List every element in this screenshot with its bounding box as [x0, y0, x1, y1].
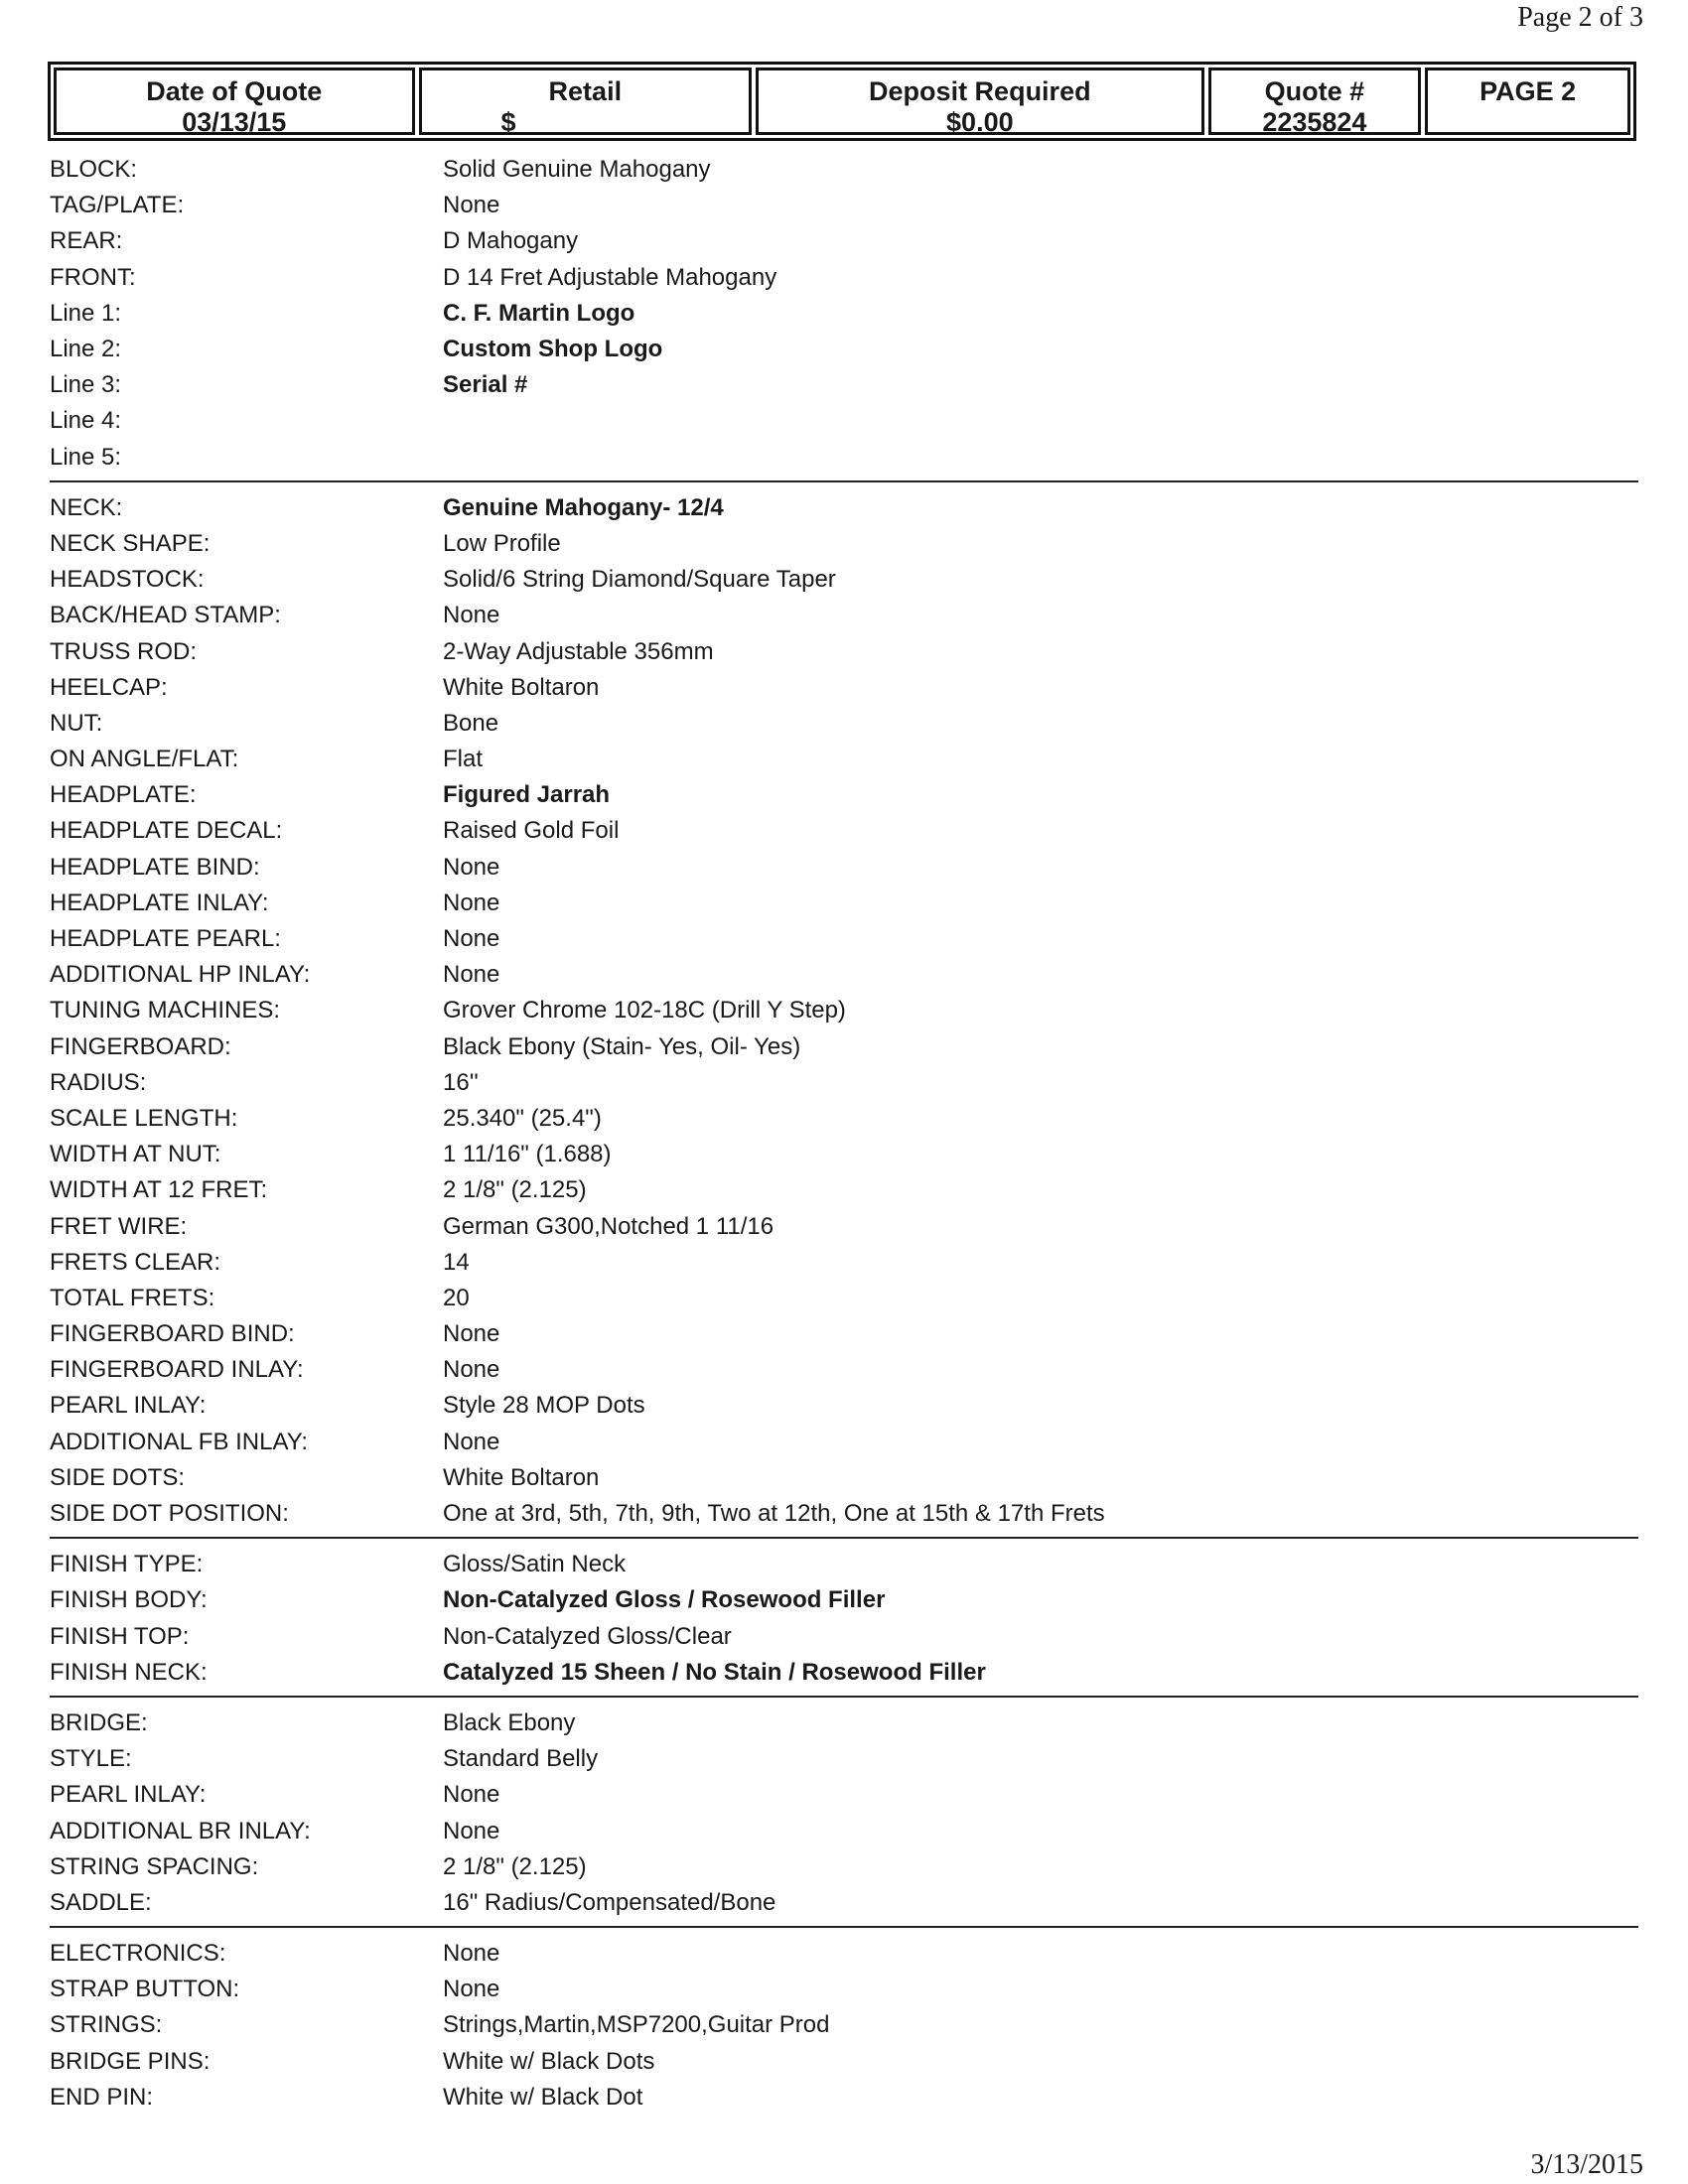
spec-value: 2 1/8" (2.125): [443, 1852, 587, 1880]
spec-row: [50, 1813, 1638, 1848]
spec-label: Line 5:: [50, 443, 122, 471]
spec-value: None: [443, 1356, 500, 1384]
spec-row: [50, 223, 1638, 259]
spec-row: [50, 921, 1638, 957]
spec-value: Standard Belly: [443, 1745, 599, 1773]
spec-label: REAR:: [50, 227, 123, 255]
spec-label: ELECTRONICS:: [50, 1940, 226, 1968]
spec-row: [50, 1885, 1638, 1921]
spec-value: None: [443, 602, 500, 629]
spec-value: One at 3rd, 5th, 7th, 9th, Two at 12th, One at 15th & 17th Frets: [443, 1500, 1105, 1528]
spec-value: D 14 Fret Adjustable Mahogany: [443, 263, 777, 291]
spec-value: C. F. Martin Logo: [443, 299, 635, 327]
spec-label: NECK:: [50, 493, 123, 521]
deposit-label: Deposit Required: [869, 76, 1091, 106]
spec-value: Strings,Martin,MSP7200,Guitar Prod: [443, 2011, 830, 2039]
retail-label: Retail: [548, 76, 623, 106]
spec-label: WIDTH AT 12 FRET:: [50, 1176, 268, 1204]
spec-row: [50, 742, 1638, 777]
spec-value: 25.340" (25.4"): [443, 1104, 602, 1132]
spec-value: Non-Catalyzed Gloss/Clear: [443, 1622, 732, 1650]
spec-value: White Boltaron: [443, 1463, 600, 1491]
spec-value: Catalyzed 15 Sheen / No Stain / Rosewood Filler: [443, 1658, 986, 1686]
spec-value: None: [443, 1976, 500, 2003]
spec-label: FINISH NECK:: [50, 1658, 208, 1686]
spec-label: PEARL INLAY:: [50, 1392, 207, 1420]
spec-label: FINISH TYPE:: [50, 1551, 204, 1578]
spec-row: [50, 490, 1638, 526]
spec-row: [50, 1619, 1638, 1655]
spec-value: 2-Way Adjustable 356mm: [443, 637, 714, 665]
quote-date-value: 03/13/15: [182, 107, 287, 137]
spec-value: 16'': [443, 1068, 479, 1096]
spec-label: STRAP BUTTON:: [50, 1976, 240, 2003]
spec-value: D Mahogany: [443, 227, 579, 255]
spec-row: [50, 1101, 1638, 1137]
spec-label: SIDE DOT POSITION:: [50, 1500, 289, 1528]
spec-row: [50, 1245, 1638, 1281]
spec-label: TUNING MACHINES:: [50, 997, 281, 1024]
spec-value: 16" Radius/Compensated/Bone: [443, 1888, 776, 1916]
quote-date-cell: [54, 68, 415, 135]
spec-row: [50, 1388, 1638, 1424]
spec-label: HEADPLATE INLAY:: [50, 888, 269, 916]
spec-label: BRIDGE:: [50, 1708, 148, 1736]
spec-value: None: [443, 1320, 500, 1348]
page-tag-cell: [1425, 68, 1630, 135]
spec-row: [50, 1029, 1638, 1065]
spec-value: German G300,Notched 1 11/16: [443, 1212, 774, 1240]
spec-value: Non-Catalyzed Gloss / Rosewood Filler: [443, 1586, 886, 1614]
spec-value: None: [443, 961, 500, 989]
spec-row: [50, 2007, 1638, 2043]
spec-row: [50, 526, 1638, 562]
quote-date-label: Date of Quote: [146, 76, 323, 106]
spec-value: Flat: [443, 746, 484, 773]
spec-label: PEARL INLAY:: [50, 1781, 207, 1809]
spec-value: Low Profile: [443, 529, 561, 557]
spec-row: [50, 633, 1638, 669]
spec-label: HEADPLATE:: [50, 781, 197, 809]
spec-value: Bone: [443, 709, 499, 737]
spec-row: [50, 706, 1638, 742]
spec-row: [50, 152, 1638, 188]
quote-header-table: [48, 62, 1636, 141]
spec-value: Solid/6 String Diamond/Square Taper: [443, 566, 836, 594]
spec-section: [50, 1936, 1638, 2120]
spec-value: 14: [443, 1248, 470, 1276]
spec-row: [50, 2044, 1638, 2080]
spec-value: Solid Genuine Mahogany: [443, 156, 711, 184]
spec-value: None: [443, 1781, 500, 1809]
spec-row: [50, 670, 1638, 706]
spec-row: [50, 1655, 1638, 1691]
spec-label: SADDLE:: [50, 1888, 152, 1916]
spec-label: FRETS CLEAR:: [50, 1248, 221, 1276]
spec-label: Line 4:: [50, 407, 122, 435]
spec-row: [50, 1972, 1638, 2007]
spec-label: Line 2:: [50, 336, 122, 363]
spec-label: TOTAL FRETS:: [50, 1284, 215, 1311]
spec-row: [50, 598, 1638, 633]
spec-section: [50, 152, 1638, 482]
spec-row: [50, 1281, 1638, 1316]
spec-label: NUT:: [50, 709, 103, 737]
spec-row: [50, 1065, 1638, 1101]
spec-row: [50, 1582, 1638, 1618]
spec-row: [50, 1706, 1638, 1741]
deposit-cell: [756, 68, 1203, 135]
spec-section: [50, 1547, 1638, 1698]
spec-value: Raised Gold Foil: [443, 817, 620, 845]
spec-label: WIDTH AT NUT:: [50, 1141, 221, 1168]
spec-row: [50, 1460, 1638, 1496]
spec-row: [50, 1208, 1638, 1244]
spec-row: [50, 332, 1638, 367]
spec-label: STYLE:: [50, 1745, 132, 1773]
spec-value: Serial #: [443, 371, 528, 399]
spec-label: HEADPLATE DECAL:: [50, 817, 283, 845]
spec-value: 20: [443, 1284, 470, 1311]
spec-row: [50, 1849, 1638, 1885]
spec-row: [50, 1496, 1638, 1532]
spec-label: STRING SPACING:: [50, 1852, 259, 1880]
retail-cell: [419, 68, 753, 135]
spec-value: Gloss/Satin Neck: [443, 1551, 627, 1578]
spec-row: [50, 1352, 1638, 1388]
deposit-value: $0.00: [946, 107, 1014, 137]
spec-label: BLOCK:: [50, 156, 138, 184]
spec-row: [50, 188, 1638, 223]
spec-value: White Boltaron: [443, 673, 600, 701]
spec-label: FINISH BODY:: [50, 1586, 208, 1614]
spec-row: [50, 403, 1638, 439]
spec-row: [50, 1137, 1638, 1172]
spec-label: HEADPLATE BIND:: [50, 853, 260, 881]
quote-number-cell: [1208, 68, 1422, 135]
spec-label: HEADSTOCK:: [50, 566, 205, 594]
spec-value: White w/ Black Dots: [443, 2047, 655, 2075]
spec-value: Grover Chrome 102-18C (Drill Y Step): [443, 997, 846, 1024]
spec-label: FINISH TOP:: [50, 1622, 190, 1650]
spec-section: [50, 1706, 1638, 1928]
spec-label: TRUSS ROD:: [50, 637, 198, 665]
page-number-label: Page 2 of 3: [1517, 2, 1643, 33]
footer-date: 3/13/2015: [1530, 2149, 1643, 2180]
spec-row: [50, 260, 1638, 296]
spec-value: Genuine Mahogany- 12/4: [443, 493, 724, 521]
spec-section: [50, 490, 1638, 1539]
spec-label: BRIDGE PINS:: [50, 2047, 211, 2075]
spec-row: [50, 1425, 1638, 1460]
spec-value: None: [443, 1428, 500, 1455]
spec-label: ADDITIONAL FB INLAY:: [50, 1428, 309, 1455]
spec-value: None: [443, 1940, 500, 1968]
spec-label: FINGERBOARD:: [50, 1032, 231, 1060]
spec-row: [50, 850, 1638, 886]
spec-value: None: [443, 1817, 500, 1844]
spec-value: Black Ebony: [443, 1708, 576, 1736]
spec-row: [50, 1172, 1638, 1208]
spec-label: BACK/HEAD STAMP:: [50, 602, 281, 629]
spec-label: END PIN:: [50, 2083, 154, 2111]
spec-row: [50, 886, 1638, 921]
spec-label: FRONT:: [50, 263, 136, 291]
spec-value: White w/ Black Dot: [443, 2083, 643, 2111]
spec-row: [50, 1777, 1638, 1813]
spec-row: [50, 777, 1638, 813]
spec-value: Style 28 MOP Dots: [443, 1392, 645, 1420]
spec-label: SCALE LENGTH:: [50, 1104, 238, 1132]
spec-label: ADDITIONAL BR INLAY:: [50, 1817, 311, 1844]
spec-label: FINGERBOARD BIND:: [50, 1320, 295, 1348]
spec-value: None: [443, 888, 500, 916]
spec-row: [50, 367, 1638, 403]
spec-row: [50, 296, 1638, 332]
spec-value: Custom Shop Logo: [443, 336, 663, 363]
spec-value: Black Ebony (Stain- Yes, Oil- Yes): [443, 1032, 801, 1060]
spec-value: 1 11/16" (1.688): [443, 1141, 612, 1168]
spec-label: HEADPLATE PEARL:: [50, 925, 281, 953]
retail-value: $: [500, 107, 516, 137]
spec-label: FINGERBOARD INLAY:: [50, 1356, 304, 1384]
spec-value: None: [443, 925, 500, 953]
page-tag: PAGE 2: [1479, 76, 1577, 106]
spec-label: Line 3:: [50, 371, 122, 399]
spec-row: [50, 440, 1638, 476]
spec-label: FRET WIRE:: [50, 1212, 188, 1240]
spec-row: [50, 1741, 1638, 1777]
spec-label: STRINGS:: [50, 2011, 163, 2039]
spec-row: [50, 993, 1638, 1028]
quote-number-label: Quote #: [1264, 76, 1365, 106]
spec-label: TAG/PLATE:: [50, 192, 185, 219]
spec-row: [50, 1547, 1638, 1582]
spec-value: None: [443, 192, 500, 219]
spec-row: [50, 813, 1638, 849]
spec-row: [50, 1936, 1638, 1972]
spec-label: HEELCAP:: [50, 673, 168, 701]
spec-row: [50, 562, 1638, 598]
quote-number-value: 2235824: [1262, 107, 1367, 137]
spec-row: [50, 1316, 1638, 1352]
spec-label: ADDITIONAL HP INLAY:: [50, 961, 311, 989]
spec-value: Figured Jarrah: [443, 781, 611, 809]
spec-value: None: [443, 853, 500, 881]
spec-list: [50, 152, 1638, 2128]
spec-row: [50, 957, 1638, 993]
spec-row: [50, 2080, 1638, 2116]
spec-label: ON ANGLE/FLAT:: [50, 746, 239, 773]
spec-label: SIDE DOTS:: [50, 1463, 186, 1491]
spec-label: RADIUS:: [50, 1068, 147, 1096]
spec-value: 2 1/8" (2.125): [443, 1176, 587, 1204]
spec-label: Line 1:: [50, 299, 122, 327]
spec-label: NECK SHAPE:: [50, 529, 211, 557]
